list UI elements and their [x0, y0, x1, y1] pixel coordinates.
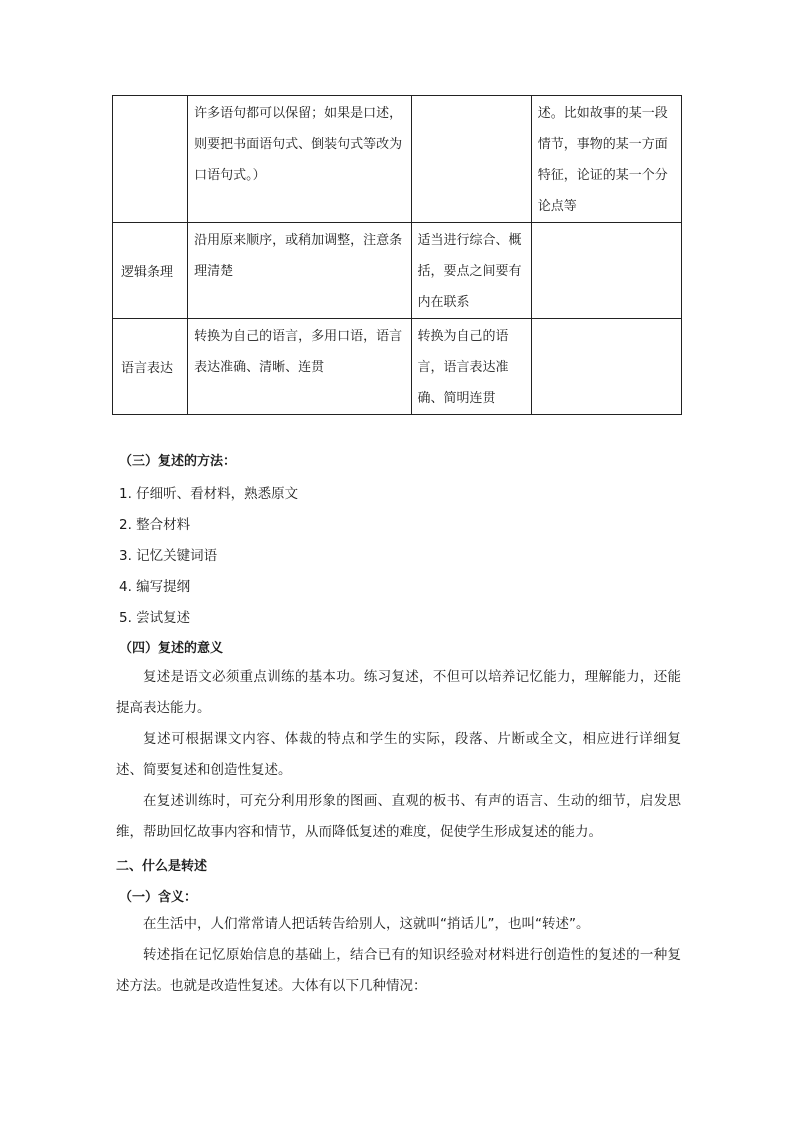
table-cell: 许多语句都可以保留；如果是口述，则要把书面语句式、倒装句式等改为口语句式。）	[188, 96, 411, 223]
table-row	[113, 96, 682, 223]
table-cell	[531, 319, 681, 415]
table-cell	[113, 96, 188, 223]
table-cell: 适当进行综合、概括，要点之间要有内在联系	[411, 223, 531, 319]
section-heading: （一）含义：	[119, 890, 198, 905]
section-heading: （三）复述的方法：	[119, 454, 237, 469]
table-cell: 转换为自己的语言，多用口语，语言表达准确、清晰、连贯	[188, 319, 411, 415]
list-item: 3. 记忆关键词语	[119, 548, 218, 564]
list-item: 2. 整合材料	[119, 517, 191, 533]
paragraph: 复述可根据课文内容、体裁的特点和学生的实际，段落、片断或全文，相应进行详细复述、简要复述和创造性复述。	[116, 731, 681, 778]
table-cell: 沿用原来顺序，或稍加调整，注意条理清楚	[188, 223, 411, 319]
paragraph: 转述指在记忆原始信息的基础上，结合已有的知识经验对材料进行创造性的复述的一种复述方法。也就是改造性复述。大体有以下几种情况：	[116, 947, 681, 994]
list-item: 5. 尝试复述	[119, 610, 191, 626]
paragraph: 在复述训练时，可充分利用形象的图画、直观的板书、有声的语言、生动的细节，启发思维，帮助回忆故事内容和情节，从而降低复述的难度，促使学生形成复述的能力。	[116, 793, 681, 840]
paragraph: 复述是语文必须重点训练的基本功。练习复述，不但可以培养记忆能力，理解能力，还能提高表达能力。	[116, 669, 681, 716]
list-item: 1. 仔细听、看材料，熟悉原文	[119, 486, 299, 502]
table-row	[113, 319, 682, 415]
table-row	[113, 223, 682, 319]
row-label: 逻辑条理	[113, 223, 188, 319]
part-heading: 二、什么是转述	[116, 859, 208, 874]
list-item: 4. 编写提纲	[119, 579, 191, 595]
table-cell: 转换为自己的语言，语言表达准确、简明连贯	[411, 319, 531, 415]
table-cell	[531, 223, 681, 319]
row-label: 语言表达	[113, 319, 188, 415]
table-cell: 述。比如故事的某一段情节，事物的某一方面特征，论证的某一个分论点等	[531, 96, 681, 223]
table-cell	[411, 96, 531, 223]
paragraph: 在生活中，人们常常请人把话转告给别人，这就叫“捎话儿”，也叫“转述”。	[143, 916, 590, 932]
comparison-table	[112, 95, 682, 415]
section-heading: （四）复述的意义	[119, 641, 224, 656]
